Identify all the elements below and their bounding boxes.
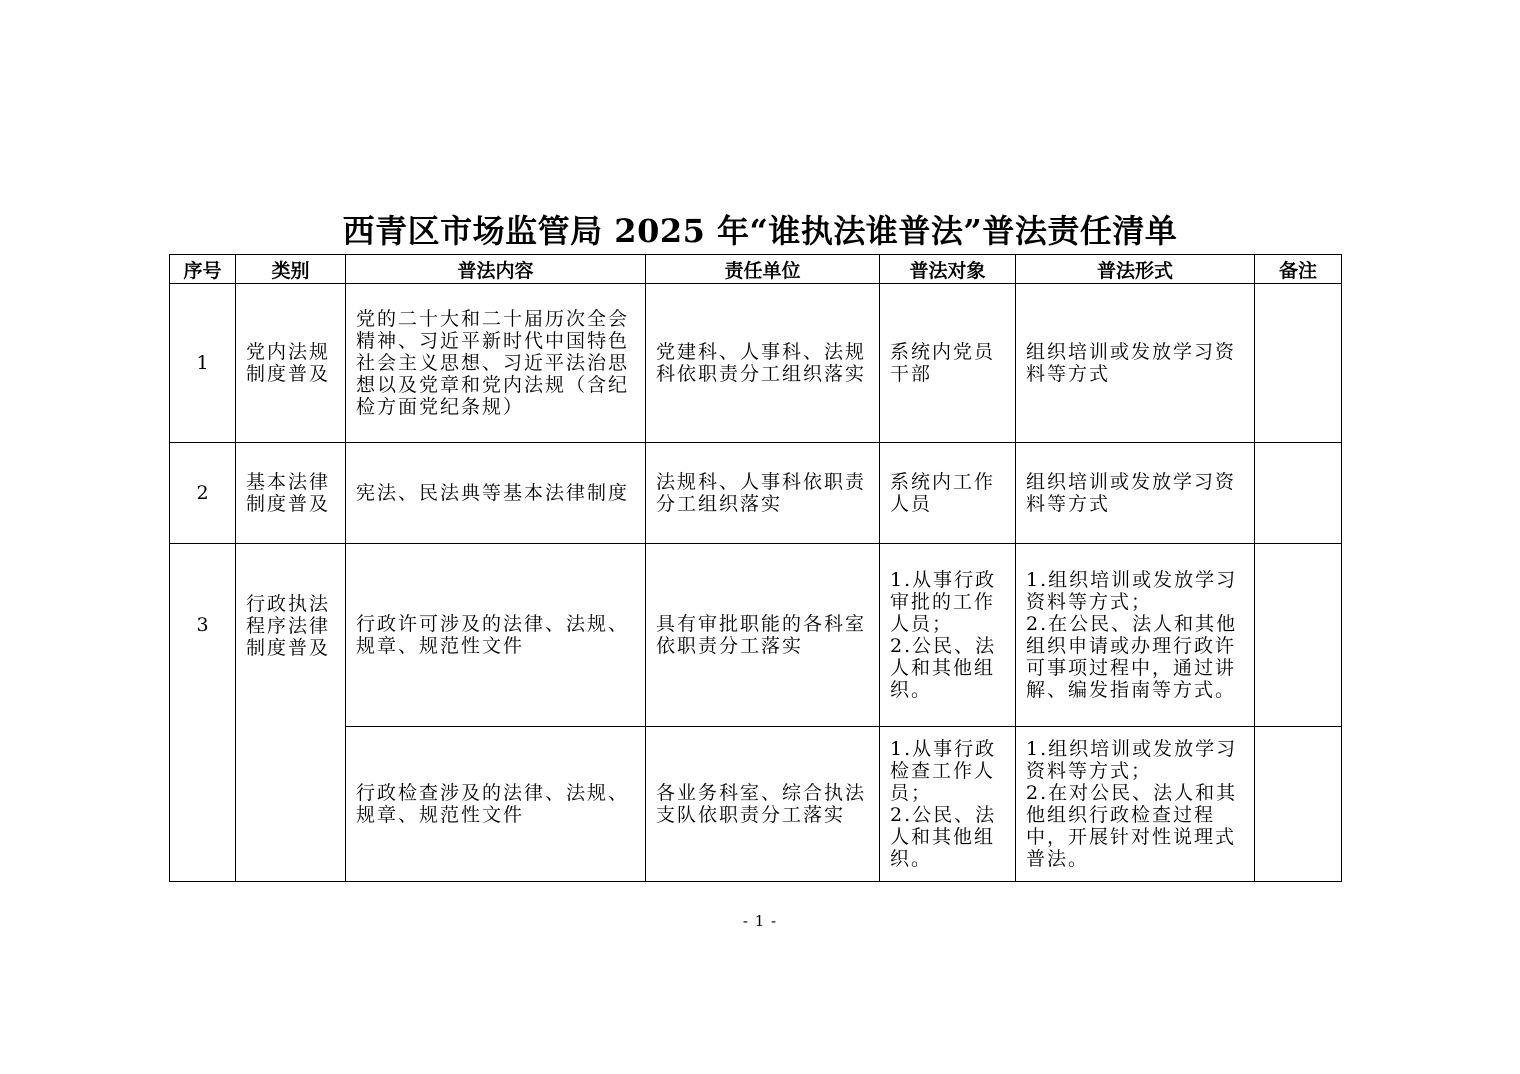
responsibility-table xyxy=(169,254,1342,882)
row-category: 基本法律制度普及 xyxy=(236,443,346,544)
row-unit: 具有审批职能的各科室依职责分工落实 xyxy=(646,544,880,727)
row-remark xyxy=(1255,727,1342,882)
form-item: 1.组织培训或发放学习资料等方式； xyxy=(1026,569,1238,613)
row-content: 行政许可涉及的法律、法规、规章、规范性文件 xyxy=(346,544,646,727)
row-form xyxy=(1016,727,1255,882)
row-target: 系统内党员干部 xyxy=(880,284,1016,443)
header-no: 序号 xyxy=(170,255,236,284)
target-item: 1.从事行政检查工作人员； xyxy=(890,738,997,804)
form-item: 2.在对公民、法人和其他组织行政检查过程中，开展针对性说理式普法。 xyxy=(1026,782,1238,870)
row-no: 3 xyxy=(170,544,236,882)
target-item: 2.公民、法人和其他组织。 xyxy=(890,635,997,701)
row-remark xyxy=(1255,284,1342,443)
form-item: 2.在公民、法人和其他组织申请或办理行政许可事项过程中，通过讲解、编发指南等方式。 xyxy=(1026,613,1238,701)
row-target xyxy=(880,727,1016,882)
row-content: 宪法、民法典等基本法律制度 xyxy=(346,443,646,544)
table-row xyxy=(170,727,1342,882)
header-form: 普法形式 xyxy=(1016,255,1255,284)
row-form: 组织培训或发放学习资料等方式 xyxy=(1016,284,1255,443)
row-no: 2 xyxy=(170,443,236,544)
header-target: 普法对象 xyxy=(880,255,1016,284)
table-row xyxy=(170,284,1342,443)
header-unit: 责任单位 xyxy=(646,255,880,284)
header-category: 类别 xyxy=(236,255,346,284)
header-content: 普法内容 xyxy=(346,255,646,284)
document-title: 西青区市场监管局 2025 年“谁执法谁普法”普法责任清单 xyxy=(342,212,1178,250)
row-target: 系统内工作人员 xyxy=(880,443,1016,544)
row-unit: 党建科、人事科、法规科依职责分工组织落实 xyxy=(646,284,880,443)
form-item: 1.组织培训或发放学习资料等方式； xyxy=(1026,738,1238,782)
target-item: 1.从事行政审批的工作人员； xyxy=(890,569,997,635)
row-unit: 法规科、人事科依职责分工组织落实 xyxy=(646,443,880,544)
row-unit: 各业务科室、综合执法支队依职责分工落实 xyxy=(646,727,880,882)
row-remark xyxy=(1255,544,1342,727)
table-header-row xyxy=(170,255,1342,284)
page-number: - 1 - xyxy=(742,912,778,930)
row-category: 党内法规制度普及 xyxy=(236,284,346,443)
row-category: 行政执法程序法律制度普及 xyxy=(236,544,346,882)
header-remark: 备注 xyxy=(1255,255,1342,284)
table-row xyxy=(170,544,1342,727)
row-content: 党的二十大和二十届历次全会精神、习近平新时代中国特色社会主义思想、习近平法治思想以及党章和党内法规（含纪检方面党纪条规） xyxy=(346,284,646,443)
row-content: 行政检查涉及的法律、法规、规章、规范性文件 xyxy=(346,727,646,882)
table-row xyxy=(170,443,1342,544)
row-target xyxy=(880,544,1016,727)
row-remark xyxy=(1255,443,1342,544)
row-form xyxy=(1016,544,1255,727)
target-item: 2.公民、法人和其他组织。 xyxy=(890,804,997,870)
row-no: 1 xyxy=(170,284,236,443)
row-form: 组织培训或发放学习资料等方式 xyxy=(1016,443,1255,544)
